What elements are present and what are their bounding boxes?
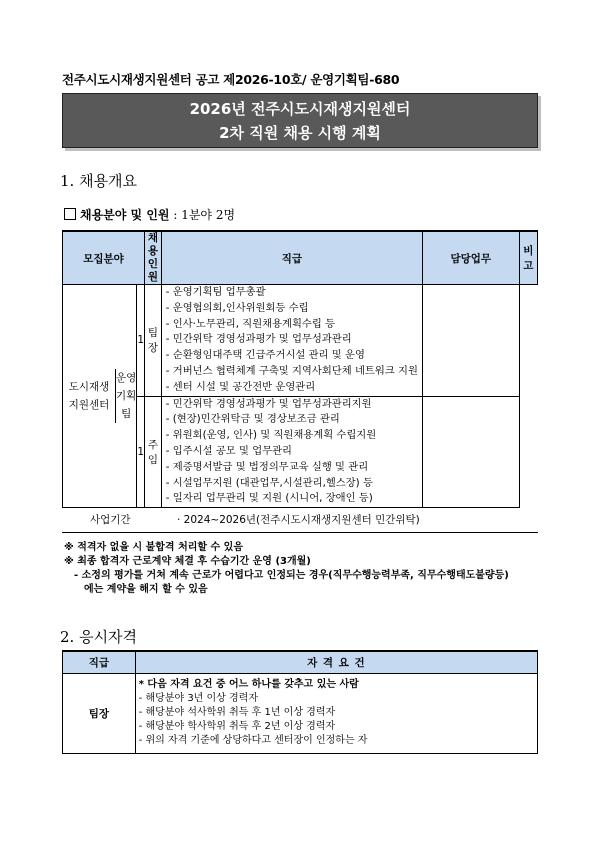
checkbox-icon <box>64 208 76 220</box>
team-name-line2: 기획팀 <box>116 390 137 421</box>
duty-item: - 운영기획팀 업무총괄 <box>165 286 266 298</box>
duty-item: - 위원회(운영, 인사) 및 직원채용계획 수립지원 <box>165 429 377 442</box>
header-rank: 직급 <box>161 231 422 285</box>
title-banner <box>62 93 538 148</box>
duty-item: - 민간위탁 경영성과평가 및 업무성과관리 <box>165 333 352 346</box>
notice-number: 전주시도시재생지원센터 공고 제2026-10호/ 운영기획팀-680 <box>62 72 400 87</box>
notes <box>64 541 509 597</box>
header-requirements: 자 격 요 건 <box>135 651 537 673</box>
duty-item: - 인사·노무관리, 직원채용계획수립 등 <box>165 317 336 330</box>
duty-item: - 운영협의회,인사위원회등 수립 <box>165 301 309 314</box>
remark-cell <box>422 285 519 397</box>
duty-cell <box>161 285 422 397</box>
duty-item: - 제증명서발급 및 법정의무교육 실행 및 관리 <box>165 460 369 473</box>
duty-item: - 거버넌스 협력체계 구축및 지역사회단체 네트워크 지원 <box>165 364 418 377</box>
qualification-table <box>62 650 538 754</box>
recruit-summary <box>64 206 235 223</box>
note-item: ※ 최종 합격자 근로계약 체결 후 수습기간 운영 (3개월) <box>64 556 311 567</box>
title-line-1: 2026년 전주시도시재생지원센터 <box>189 100 411 118</box>
note-item: 에는 계약을 해지 할 수 있음 <box>84 584 208 595</box>
section-1-heading: 1. 채용개요 <box>60 172 138 190</box>
header-field: 모집분야 <box>63 231 145 285</box>
requirement-item: - 해당분야 학사학위 취득 후 2년 이상 경력자 <box>138 721 336 733</box>
requirement-item: - 위의 자격 기준에 상당하다고 센터장이 인정하는 자 <box>138 735 368 747</box>
recruit-summary-label: 채용분야 및 인원 <box>80 208 170 222</box>
header-count <box>145 231 162 285</box>
count-cell: 1 <box>137 285 145 397</box>
duty-item: - 입주시설 공모 및 업무관리 <box>165 444 292 457</box>
section-2-heading: 2. 응시자격 <box>60 628 138 646</box>
period-value: · 2024~2026년(전주시도시재생지원센터 민간위탁) <box>177 514 420 526</box>
team-name <box>116 369 136 423</box>
rank-cell: 팀장 <box>145 285 162 397</box>
title-line-2: 2차 직원 채용 시행 계획 <box>219 124 381 142</box>
duty-item: - 센터 시설 및 공간전반 운영관리 <box>165 380 316 393</box>
header-count-line2: 인원 <box>147 258 158 283</box>
org-name-line2: 지원센터 <box>68 399 110 412</box>
recruit-summary-value: : 1분야 2명 <box>173 208 236 222</box>
requirements-cell <box>135 673 537 753</box>
table-row <box>63 673 538 753</box>
requirements-title: * 다음 자격 요건 중 어느 하나를 갖추고 있는 사람 <box>138 678 359 690</box>
remark-cell <box>422 396 519 508</box>
org-name-line1: 도시재생 <box>68 381 110 394</box>
recruit-table <box>62 230 538 508</box>
count-cell: 1 <box>137 396 145 508</box>
table-row <box>63 285 538 397</box>
duty-item: - 민간위탁 경영성과평가 및 업무성과관리지원 <box>165 397 372 410</box>
period-label: 사업기간 <box>90 514 131 526</box>
requirement-item: - 해당분야 석사학위 취득 후 1년 이상 경력자 <box>138 706 336 718</box>
duty-item: - 일자리 업무관리 및 지원 (시니어, 장애인 등) <box>165 492 373 505</box>
org-name <box>63 369 116 423</box>
header-count-line1: 채용 <box>147 232 158 257</box>
duty-cell <box>161 396 422 508</box>
org-cell <box>63 285 137 508</box>
header-remark: 비고 <box>519 231 537 285</box>
business-period <box>62 504 538 533</box>
duty-item: - 순환형임대주택 긴급주거시설 관리 및 운영 <box>165 349 365 362</box>
rank-cell: 팀장 <box>63 673 136 753</box>
duty-item: - 시설업무지원 (대관업무,시설관리,헬스장) 등 <box>165 476 373 489</box>
requirement-item: - 해당분야 3년 이상 경력자 <box>138 692 259 704</box>
team-name-line1: 운영 <box>116 372 137 385</box>
duty-item: - (현장)민간위탁금 및 경상보조금 관리 <box>165 413 340 426</box>
note-item: - 소정의 평가를 거쳐 계속 근로가 어렵다고 인정되는 경우(직무수행능력부족, 직무수행태도불량등) <box>74 570 509 581</box>
rank-cell: 주임 <box>145 396 162 508</box>
header-duty: 담당업무 <box>422 231 519 285</box>
header-rank: 직급 <box>63 651 136 673</box>
note-item: ※ 적격자 없을 시 불합격 처리할 수 있음 <box>64 542 243 553</box>
